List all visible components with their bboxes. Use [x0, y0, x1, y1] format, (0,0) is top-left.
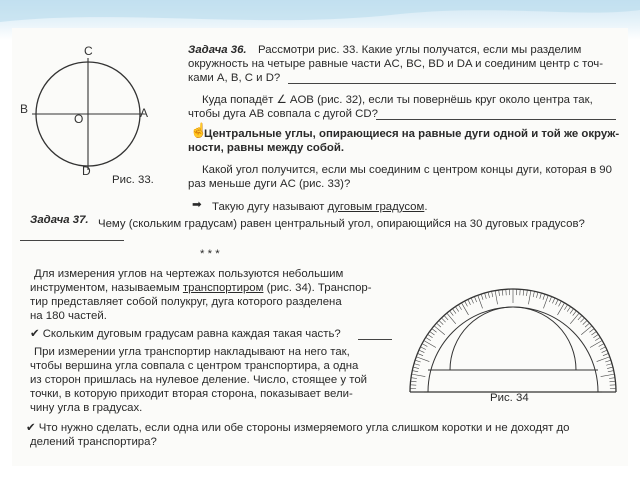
protractor-tick: [468, 299, 471, 304]
protractor-tick: [552, 298, 554, 303]
protractor-tick: [439, 320, 443, 324]
protractor-tick: [556, 299, 559, 304]
protractor-tick: [543, 295, 548, 308]
protractor-tick: [450, 311, 454, 316]
question-2-line-2: делений транспортира?: [30, 436, 157, 448]
protractor-tick: [570, 309, 574, 314]
protractor-tick: [478, 295, 483, 308]
point-a-label: A: [140, 106, 149, 120]
task-37-title: Задача 37.: [30, 214, 89, 226]
protractor-tick: [601, 374, 615, 376]
task-36-line-3: ками A, B, C и D?: [188, 72, 281, 84]
definition-end: .: [424, 201, 428, 213]
protractor-tick: [413, 367, 419, 368]
protractor-tick: [608, 371, 614, 372]
task-36-line-2: окружность на четыре равные части AC, BC, BD и DA и соединим центр с точ-: [188, 58, 604, 70]
protractor-tick: [523, 290, 524, 296]
protractor-tick: [578, 315, 582, 319]
protractor-tick: [499, 290, 500, 296]
p1-line-2-start: инструментом, называемым: [30, 282, 180, 294]
p1-term: транспортиром: [182, 282, 264, 294]
p2-line-2: чтобы вершина угла совпала с центром транспортира, а одна: [30, 360, 359, 372]
task-36-title: Задача 36.: [188, 44, 247, 56]
protractor-tick: [581, 326, 592, 335]
task-37-line-1: Чему (скольким градусам) равен центральный угол, опирающийся на 30 дуговых градусов?: [98, 218, 585, 230]
protractor-tick: [609, 381, 615, 382]
protractor-tick: [432, 329, 437, 333]
protractor-tick: [412, 371, 418, 372]
p1-line-2: [30, 282, 372, 295]
question-1: ✔ Скольким дуговым градусам равна каждая такая часть?: [30, 328, 341, 340]
task-36-line-1: Рассмотри рис. 33. Какие углы получатся, если мы разделим: [258, 44, 582, 56]
question-2-line-1: ✔ Что нужно сделать, если одна или обе стороны измеряемого угла слишком коротки и не доходят до: [26, 422, 570, 434]
figure-34-protractor: [406, 250, 620, 400]
protractor-tick: [422, 344, 427, 347]
figure-33-caption: Рис. 33.: [112, 174, 154, 186]
task-36-q2-line-1: Куда попадёт ∠ AOB (рис. 32), если ты повернёшь круг около центра так,: [202, 94, 593, 106]
protractor-tick: [540, 293, 542, 299]
protractor-tick: [462, 303, 469, 315]
protractor-tick: [430, 331, 435, 335]
protractor-tick: [533, 291, 534, 297]
protractor-tick: [609, 378, 615, 379]
task-36-q2-line-2: чтобы дуга AB совпала с дугой CD?: [188, 108, 378, 120]
protractor-tick: [543, 294, 545, 300]
protractor-tick: [426, 337, 431, 340]
protractor-tick: [573, 311, 577, 316]
protractor-tick: [606, 364, 612, 366]
p1-line-3: тир представляет собой полукруг, дуга которого разделена: [30, 296, 342, 308]
protractor-tick: [447, 313, 456, 324]
protractor-tick: [526, 290, 527, 296]
protractor-tick: [583, 320, 587, 324]
protractor-tick: [593, 334, 598, 337]
protractor-tick: [567, 307, 570, 312]
rule-line-2: ности, равны между собой.: [188, 142, 345, 154]
protractor-tick: [452, 309, 456, 314]
protractor-tick: [603, 353, 609, 355]
protractor-tick: [602, 350, 607, 352]
protractor-tick: [585, 323, 589, 327]
protractor-tick: [411, 381, 417, 382]
textbook-page: [12, 28, 628, 466]
protractor-tick: [474, 297, 476, 303]
protractor-tick: [570, 313, 579, 324]
answer-line-q1: [358, 339, 392, 340]
protractor-tick: [455, 307, 458, 312]
p2-line-4: точки, в которую приходит вторая сторона, показывает вели-: [30, 388, 353, 400]
protractor-tick: [536, 292, 537, 298]
protractor-tick: [599, 344, 604, 347]
protractor-tick: [441, 318, 445, 322]
protractor-tick: [492, 291, 493, 297]
definition-prefix: Такую дугу называют: [212, 201, 325, 213]
answer-line-36: [288, 83, 616, 84]
protractor-tick: [415, 360, 421, 362]
protractor-tick: [558, 303, 565, 315]
definition-line: [212, 201, 428, 214]
arrow-pointer-icon: ➡: [192, 199, 202, 211]
p2-line-3: из сторон пришлась на нулевое деление. Число, стоящее у той: [30, 374, 368, 386]
figure-34-caption: Рис. 34: [490, 392, 529, 404]
protractor-tick: [411, 378, 417, 379]
protractor-tick: [428, 334, 433, 337]
protractor-tick: [414, 364, 420, 366]
protractor-tick: [589, 329, 594, 333]
point-c-label: C: [84, 44, 93, 58]
protractor-tick: [458, 305, 461, 310]
protractor-tick: [600, 347, 605, 350]
protractor-tick: [597, 357, 610, 362]
point-d-label: D: [82, 164, 91, 178]
protractor-tick: [424, 341, 436, 348]
protractor-tick: [502, 290, 503, 296]
protractor-tick: [436, 323, 440, 327]
protractor-tick: [549, 297, 551, 303]
p2-line-1: При измерении угла транспортир накладывают на него так,: [34, 346, 350, 358]
protractor-tick: [481, 294, 483, 300]
protractor-tick: [485, 293, 487, 299]
protractor-tick: [488, 292, 489, 298]
task-36-q3-line-2: раз меньше дуги AC (рис. 33)?: [188, 178, 351, 190]
protractor-tick: [444, 315, 448, 319]
section-separator-stars: * * *: [200, 248, 220, 260]
protractor-tick: [418, 353, 424, 355]
task-36-q3-line-1: Какой угол получится, если мы соединим с центром концы дуги, которая в 90: [202, 164, 612, 176]
protractor-tick: [559, 301, 562, 306]
protractor-tick: [495, 291, 497, 305]
protractor-tick: [465, 301, 468, 306]
protractor-tick: [595, 337, 600, 340]
protractor-tick: [420, 347, 425, 350]
pointing-hand-icon: ☝: [190, 122, 208, 138]
point-o-label: O: [74, 112, 84, 126]
protractor-tick: [580, 318, 584, 322]
p1-line-4: на 180 частей.: [30, 310, 107, 322]
p2-line-5: чину угла в градусах.: [30, 402, 143, 414]
protractor-tick: [412, 374, 426, 376]
definition-term: дуговым градусом: [327, 201, 425, 213]
point-b-label: B: [20, 102, 29, 116]
protractor-tick: [607, 367, 613, 368]
protractor-tick: [590, 341, 602, 348]
p1-line-1: Для измерения углов на чертежах пользуются небольшим: [34, 268, 344, 280]
protractor-tick: [605, 360, 611, 362]
p1-line-2-end: (рис. 34). Транспор-: [266, 282, 372, 294]
protractor-tick: [434, 326, 445, 335]
protractor-tick: [416, 357, 429, 362]
protractor-tick: [419, 350, 424, 352]
answer-line-36-q2: [376, 119, 616, 120]
protractor-tick: [528, 291, 530, 305]
rule-line-1: Центральные углы, опирающиеся на равные дуги одной и той же окруж-: [204, 128, 620, 140]
protractor-tick: [564, 305, 567, 310]
protractor-tick: [471, 298, 473, 303]
protractor-tick: [591, 331, 596, 335]
answer-line-37: [20, 240, 124, 241]
